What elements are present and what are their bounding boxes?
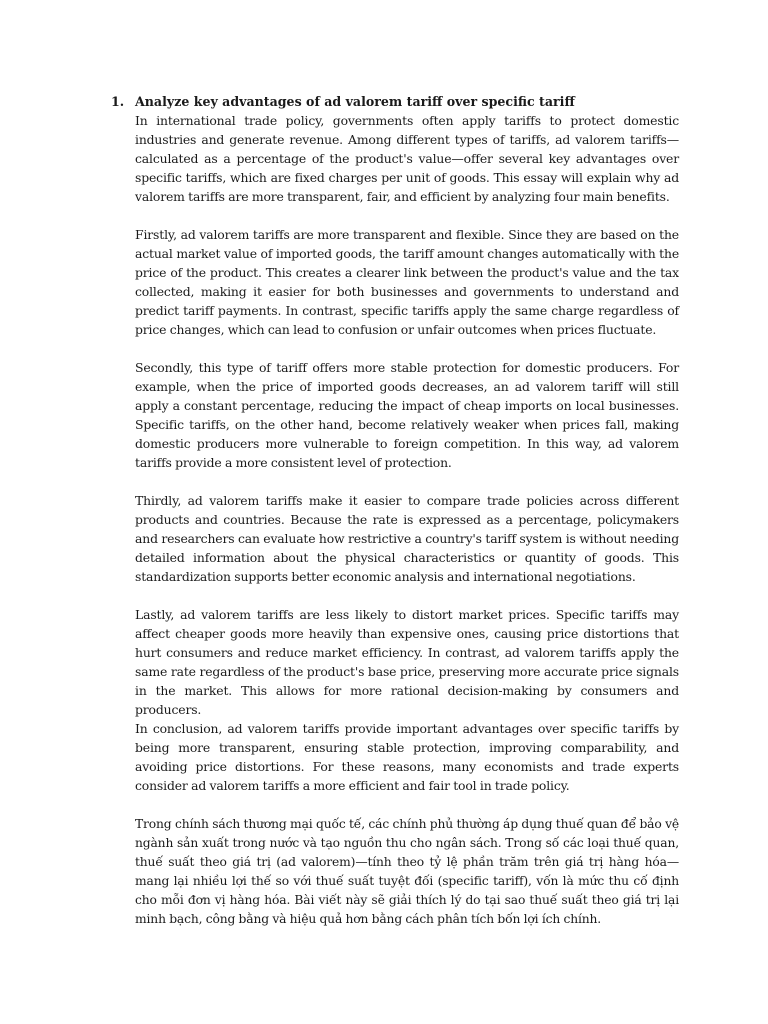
paragraph-stable-protection: Secondly, this type of tariff offers more stable protection for domestic producers. For example, when the price of imported goods decreases, an ad valorem tariff will still apply a constant percentage, reducing the impact of cheap imports on local businesses. Specific tariffs, on the other hand, become relatively weaker when prices fall, making domestic producers more vulnerable to foreign competition. In this way, ad valorem tariffs provide a more consistent level of protection. [135,360,679,470]
paragraph-transparency: Firstly, ad valorem tariffs are more transparent and flexible. Since they are based on the actual market value of imported goods, the tariff amount changes automatically with the price of the product. This creates a clearer link between the product's value and the tax collected, making it easier for both businesses and governments to understand and predict tariff payments. In contrast, specific tariffs apply the same charge regardless of price changes, which can lead to confusion or unfair outcomes when prices fluctuate. [135,227,679,337]
paragraph-price-distortion: Lastly, ad valorem tariffs are less likely to distort market prices. Specific tariffs may affect cheaper goods more heavily than expensive ones, causing price distortions that hurt consumers and reduce market efficiency. In contrast, ad valorem tariffs apply the same rate regardless of the product's base price, preserving more accurate price signals in the market. This allows for more rational decision-making by consumers and producers. [135,607,679,717]
paragraph-vietnamese-translation: Trong chính sách thương mại quốc tế, các chính phủ thường áp dụng thuế quan để bảo vệ ngành sản xuất trong nước và tạo nguồn thu cho ngân sách. Trong số các loại thuế quan, thuế suất theo giá trị (ad valorem)—tính theo tỷ lệ phần trăm trên giá trị hàng hóa—mang lại nhiều lợi thế so với thuế suất tuyệt đối (specific tariff), vốn là mức thu cố định cho mỗi đơn vị hàng hóa. Bài viết này sẽ giải thích lý do tại sao thuế suất theo giá trị lại minh bạch, công bằng và hiệu quả hơn bằng cách phân tích bốn lợi ích chính. [135,817,679,926]
paragraph-comparability: Thirdly, ad valorem tariffs make it easier to compare trade policies across different products and countries. Because the rate is expressed as a percentage, policymakers and researchers can evaluate how restrictive a country's tariff system is without needing detailed information about the physical characteristics or quantity of goods. This standardization supports better economic analysis and international negotiations. [135,493,679,584]
question-number: 1. [111,94,125,109]
question-heading [111,92,681,111]
question-title: Analyze key advantages of ad valorem tariff over specific tariff [135,94,575,109]
paragraph-introduction: In international trade policy, governments often apply tariffs to protect domestic industries and generate revenue. Among different types of tariffs, ad valorem tariffs—calculated as a percentage of the product's value—offer several key advantages over specific tariffs, which are fixed charges per unit of goods. This essay will explain why ad valorem tariffs are more transparent, fair, and efficient by analyzing four main benefits. [135,113,679,204]
paragraph-conclusion: In conclusion, ad valorem tariffs provide important advantages over specific tariffs by being more transparent, ensuring stable protection, improving comparability, and avoiding price distortions. For these reasons, many economists and trade experts consider ad valorem tariffs a more efficient and fair tool in trade policy. [135,721,679,793]
